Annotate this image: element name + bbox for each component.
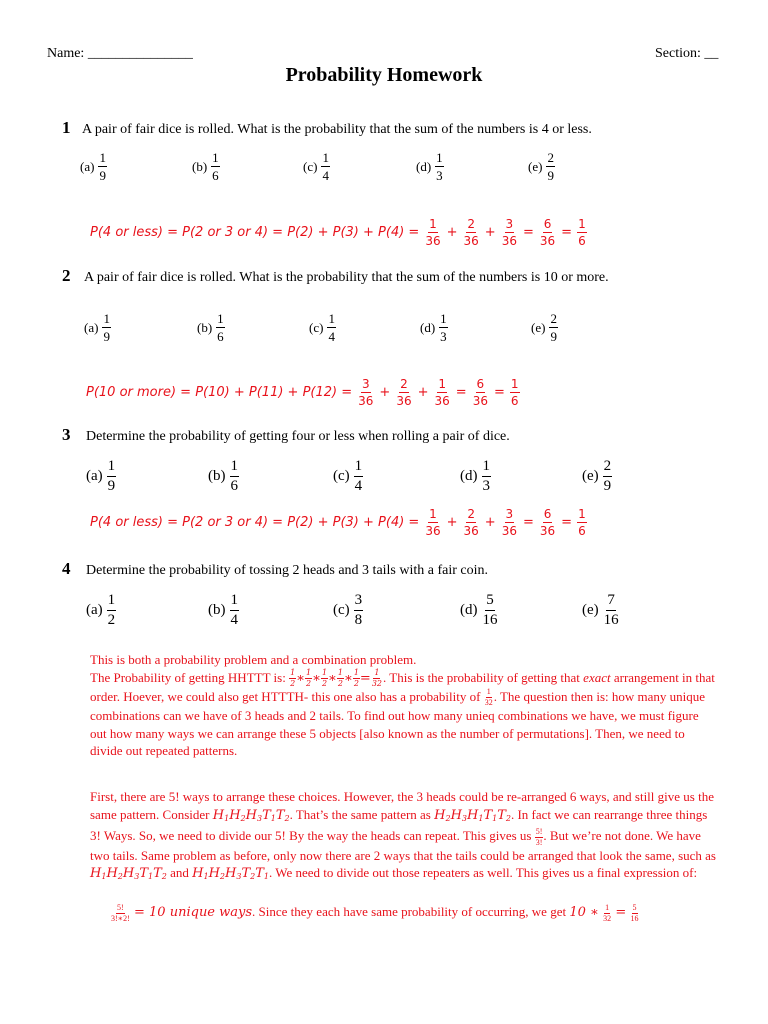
question-number: 2 xyxy=(62,266,71,285)
choice-fraction: $\frac{1}{6}$ xyxy=(217,311,224,344)
explanation-text: . The question then is: how many unique combinations can we have of 3 heads and 2 tails. To find out how many unieq combinations we have, we must figure out how many ways we can arrange these 5 objects [also known as the number of permutations]. Then, we need to divide out repeated patterns. xyxy=(90,688,706,759)
choice-label: (c) xyxy=(333,468,350,484)
equation-term: $\frac{3}{36}$ xyxy=(501,507,517,538)
permutation: $H_1H_2H_3T_1T_2$ xyxy=(212,807,290,823)
answer-choices xyxy=(0,312,768,352)
choice-label: (d) xyxy=(416,158,432,174)
equation-term: $\frac{1}{36}$ xyxy=(425,217,441,248)
choice-fraction: $\frac{7}{16}$ xyxy=(603,592,619,628)
name-field-label: Name: _______________ xyxy=(47,46,193,61)
answer-equation: P(4 or less) = P(2 or 3 or 4) = P(2) + P(3) + P(4) = $\frac{1}{36}$ + $\frac{2}{36}$ + $\frac{3}{36}$ = $\frac{6}{36}$ = $\frac{1}{6}$ xyxy=(90,217,586,248)
choice-a xyxy=(86,459,116,494)
product-expression: $\frac{1}{2}$ ∗ $\frac{1}{2}$ ∗ $\frac{1}{2}$ ∗ $\frac{1}{2}$ ∗ $\frac{1}{2}$ = $\frac{1}{32}$ xyxy=(290,667,383,688)
choice-fraction: $\frac{1}{3}$ xyxy=(436,150,443,183)
choice-fraction: $\frac{3}{8}$ xyxy=(354,592,363,628)
equation-total: $\frac{6}{36}$ xyxy=(539,217,556,248)
choice-label: (d) xyxy=(420,319,436,335)
answer-choices xyxy=(0,459,768,499)
choice-fraction: $\frac{1}{6}$ xyxy=(212,150,219,183)
explanation-paragraph: First, there are 5! ways to arrange these choices. However, the 3 heads could be re-arranged 6 ways, and still give us the same pattern. Consider $H_1H_2H_3T_1T_2$. That’s the same pattern as $H_2H_3H_1T_1T_2$. In fact we can rearrange three things 3! Ways. So, we need to divide our 5! By the way the heads can repeat. This gives us $\frac{5!}{3!}$ . But we’re not done. We have two tails. Same problem as before, only now there are 2 ways that the tails could be arranged that look the same, such as $H_1H_2H_3T_1T_2$ and $H_1H_2H_3T_2T_1$. We need to divide out those repeaters as well. This gives us a final expression of: xyxy=(90,789,716,882)
explanation-text: The Probability of getting HHTTT is: xyxy=(90,669,286,685)
equation-term: $\frac{2}{36}$ xyxy=(463,507,479,538)
question-text: A pair of fair dice is rolled. What is the probability that the sum of the numbers is 4 or less. xyxy=(82,122,592,137)
equation-total: $\frac{6}{36}$ xyxy=(539,507,556,538)
fraction: $\frac{5!}{3!∗2!}$ xyxy=(111,902,130,923)
choice-c xyxy=(309,312,336,343)
choice-d xyxy=(420,312,448,343)
choice-label: (e) xyxy=(582,602,599,618)
choice-label: (b) xyxy=(208,602,226,618)
unique-ways: = 10 unique ways xyxy=(134,905,253,920)
equation-term: $\frac{1}{36}$ xyxy=(425,507,441,538)
choice-fraction: $\frac{1}{6}$ xyxy=(230,458,238,494)
question-number: 1 xyxy=(62,118,71,137)
choice-label: (c) xyxy=(333,602,350,618)
final-expression: $\frac{5!}{3!∗2!}$ = 10 unique ways. Since they each have same probability of occurring, we get 10 ∗ $\frac{1}{32}$ = $\frac{5}{16}$ xyxy=(111,902,639,923)
section-field-label: Section: __ xyxy=(655,46,719,61)
question-text: A pair of fair dice is rolled. What is the probability that the sum of the numbers is 10 or more. xyxy=(84,270,609,285)
choice-d xyxy=(416,151,444,182)
choice-e xyxy=(528,151,555,182)
choice-fraction: $\frac{2}{9}$ xyxy=(547,150,554,183)
choice-label: (b) xyxy=(192,158,208,174)
question-text: Determine the probability of getting four or less when rolling a pair of dice. xyxy=(86,429,510,444)
permutation: $H_2H_3H_1T_1T_2$ xyxy=(434,807,511,823)
permutation: $H_1H_2H_3T_1T_2$ xyxy=(90,866,167,882)
page-title: Probability Homework xyxy=(285,64,483,86)
choice-fraction: $\frac{1}{4}$ xyxy=(354,458,363,494)
answer-choices xyxy=(0,151,768,191)
choice-e xyxy=(531,312,558,343)
choice-e xyxy=(582,593,620,628)
choice-fraction: $\frac{1}{4}$ xyxy=(328,311,335,344)
equation-term: $\frac{2}{36}$ xyxy=(396,377,412,408)
choice-label: (b) xyxy=(197,319,213,335)
question-text: Determine the probability of tossing 2 heads and 3 tails with a fair coin. xyxy=(86,563,489,578)
choice-label: (d) xyxy=(460,468,478,484)
answer-equation: P(10 or more) = P(10) + P(11) + P(12) = $\frac{3}{36}$ + $\frac{2}{36}$ + $\frac{1}{36}$ = $\frac{6}{36}$ = $\frac{1}{6}$ xyxy=(86,377,519,408)
choice-fraction: $\frac{2}{9}$ xyxy=(603,458,612,494)
permutation: $H_1H_2H_3T_2T_1$ xyxy=(192,866,269,882)
fraction: $\frac{1}{32}$ xyxy=(484,687,493,708)
choice-fraction: $\frac{2}{9}$ xyxy=(550,311,557,344)
equation-term: $\frac{3}{36}$ xyxy=(358,377,374,408)
choice-d xyxy=(460,593,499,628)
final-product: 10 ∗ xyxy=(569,905,599,920)
choice-fraction: $\frac{1}{3}$ xyxy=(440,311,447,344)
equation-lhs: P(10 or more) = P(10) + P(11) + P(12) = xyxy=(86,385,353,400)
emphasis-exact: exact xyxy=(583,669,611,685)
explanation-text: . This is the probability of getting that xyxy=(383,669,580,685)
choice-label: (e) xyxy=(531,319,546,335)
choice-label: (c) xyxy=(303,158,318,174)
equation-term: $\frac{1}{36}$ xyxy=(434,377,450,408)
choice-b xyxy=(197,312,225,343)
choice-b xyxy=(192,151,220,182)
equation-result: $\frac{1}{6}$ xyxy=(578,507,586,538)
choice-a xyxy=(80,151,107,182)
choice-b xyxy=(208,593,239,628)
question-number: 3 xyxy=(62,425,71,444)
choice-label: (a) xyxy=(86,602,103,618)
final-answer: $\frac{5}{16}$ xyxy=(630,902,639,923)
choice-c xyxy=(303,151,330,182)
choice-label: (d) xyxy=(460,602,478,618)
choice-c xyxy=(333,459,363,494)
choice-b xyxy=(208,459,239,494)
choice-label: (a) xyxy=(84,319,99,335)
choice-e xyxy=(582,459,612,494)
equation-result: $\frac{1}{6}$ xyxy=(578,217,586,248)
answer-choices xyxy=(0,593,768,633)
equation-term: $\frac{3}{36}$ xyxy=(501,217,517,248)
choice-fraction: $\frac{5}{16}$ xyxy=(482,592,498,628)
choice-label: (b) xyxy=(208,468,226,484)
choice-c xyxy=(333,593,363,628)
equation-result: $\frac{1}{6}$ xyxy=(510,377,519,408)
choice-fraction: $\frac{1}{4}$ xyxy=(230,592,238,628)
choice-fraction: $\frac{1}{3}$ xyxy=(482,458,490,494)
answer-equation: P(4 or less) = P(2 or 3 or 4) = P(2) + P(3) + P(4) = $\frac{1}{36}$ + $\frac{2}{36}$ + $\frac{3}{36}$ = $\frac{6}{36}$ = $\frac{1}{6}$ xyxy=(90,507,586,538)
equation-total: $\frac{6}{36}$ xyxy=(472,377,488,408)
choice-label: (e) xyxy=(528,158,543,174)
explanation-text: arrangement in that order. Hoever, we could also get HTTTH- this one also has a probability of xyxy=(90,669,715,704)
choice-fraction: $\frac{1}{9}$ xyxy=(107,458,116,494)
choice-fraction: $\frac{1}{2}$ xyxy=(107,592,116,628)
equation-term: $\frac{2}{36}$ xyxy=(463,217,479,248)
equation-lhs: P(4 or less) = P(2 or 3 or 4) = P(2) + P(3) + P(4) = xyxy=(90,515,420,530)
choice-label: (a) xyxy=(86,468,103,484)
fraction: $\frac{5!}{3!}$ xyxy=(535,826,543,847)
explanation-intro: This is both a probability problem and a combination problem. xyxy=(90,652,417,667)
choice-fraction: $\frac{1}{9}$ xyxy=(103,311,110,344)
choice-label: (a) xyxy=(80,158,95,174)
explanation-paragraph xyxy=(90,651,716,760)
choice-a xyxy=(86,593,116,628)
choice-label: (e) xyxy=(582,468,599,484)
fraction: $\frac{1}{32}$ xyxy=(603,902,612,923)
choice-d xyxy=(460,459,491,494)
choice-fraction: $\frac{1}{4}$ xyxy=(322,150,329,183)
choice-fraction: $\frac{1}{9}$ xyxy=(99,150,106,183)
question-number: 4 xyxy=(62,559,71,578)
choice-a xyxy=(84,312,111,343)
equation-lhs: P(4 or less) = P(2 or 3 or 4) = P(2) + P(3) + P(4) = xyxy=(90,225,420,240)
choice-label: (c) xyxy=(309,319,324,335)
